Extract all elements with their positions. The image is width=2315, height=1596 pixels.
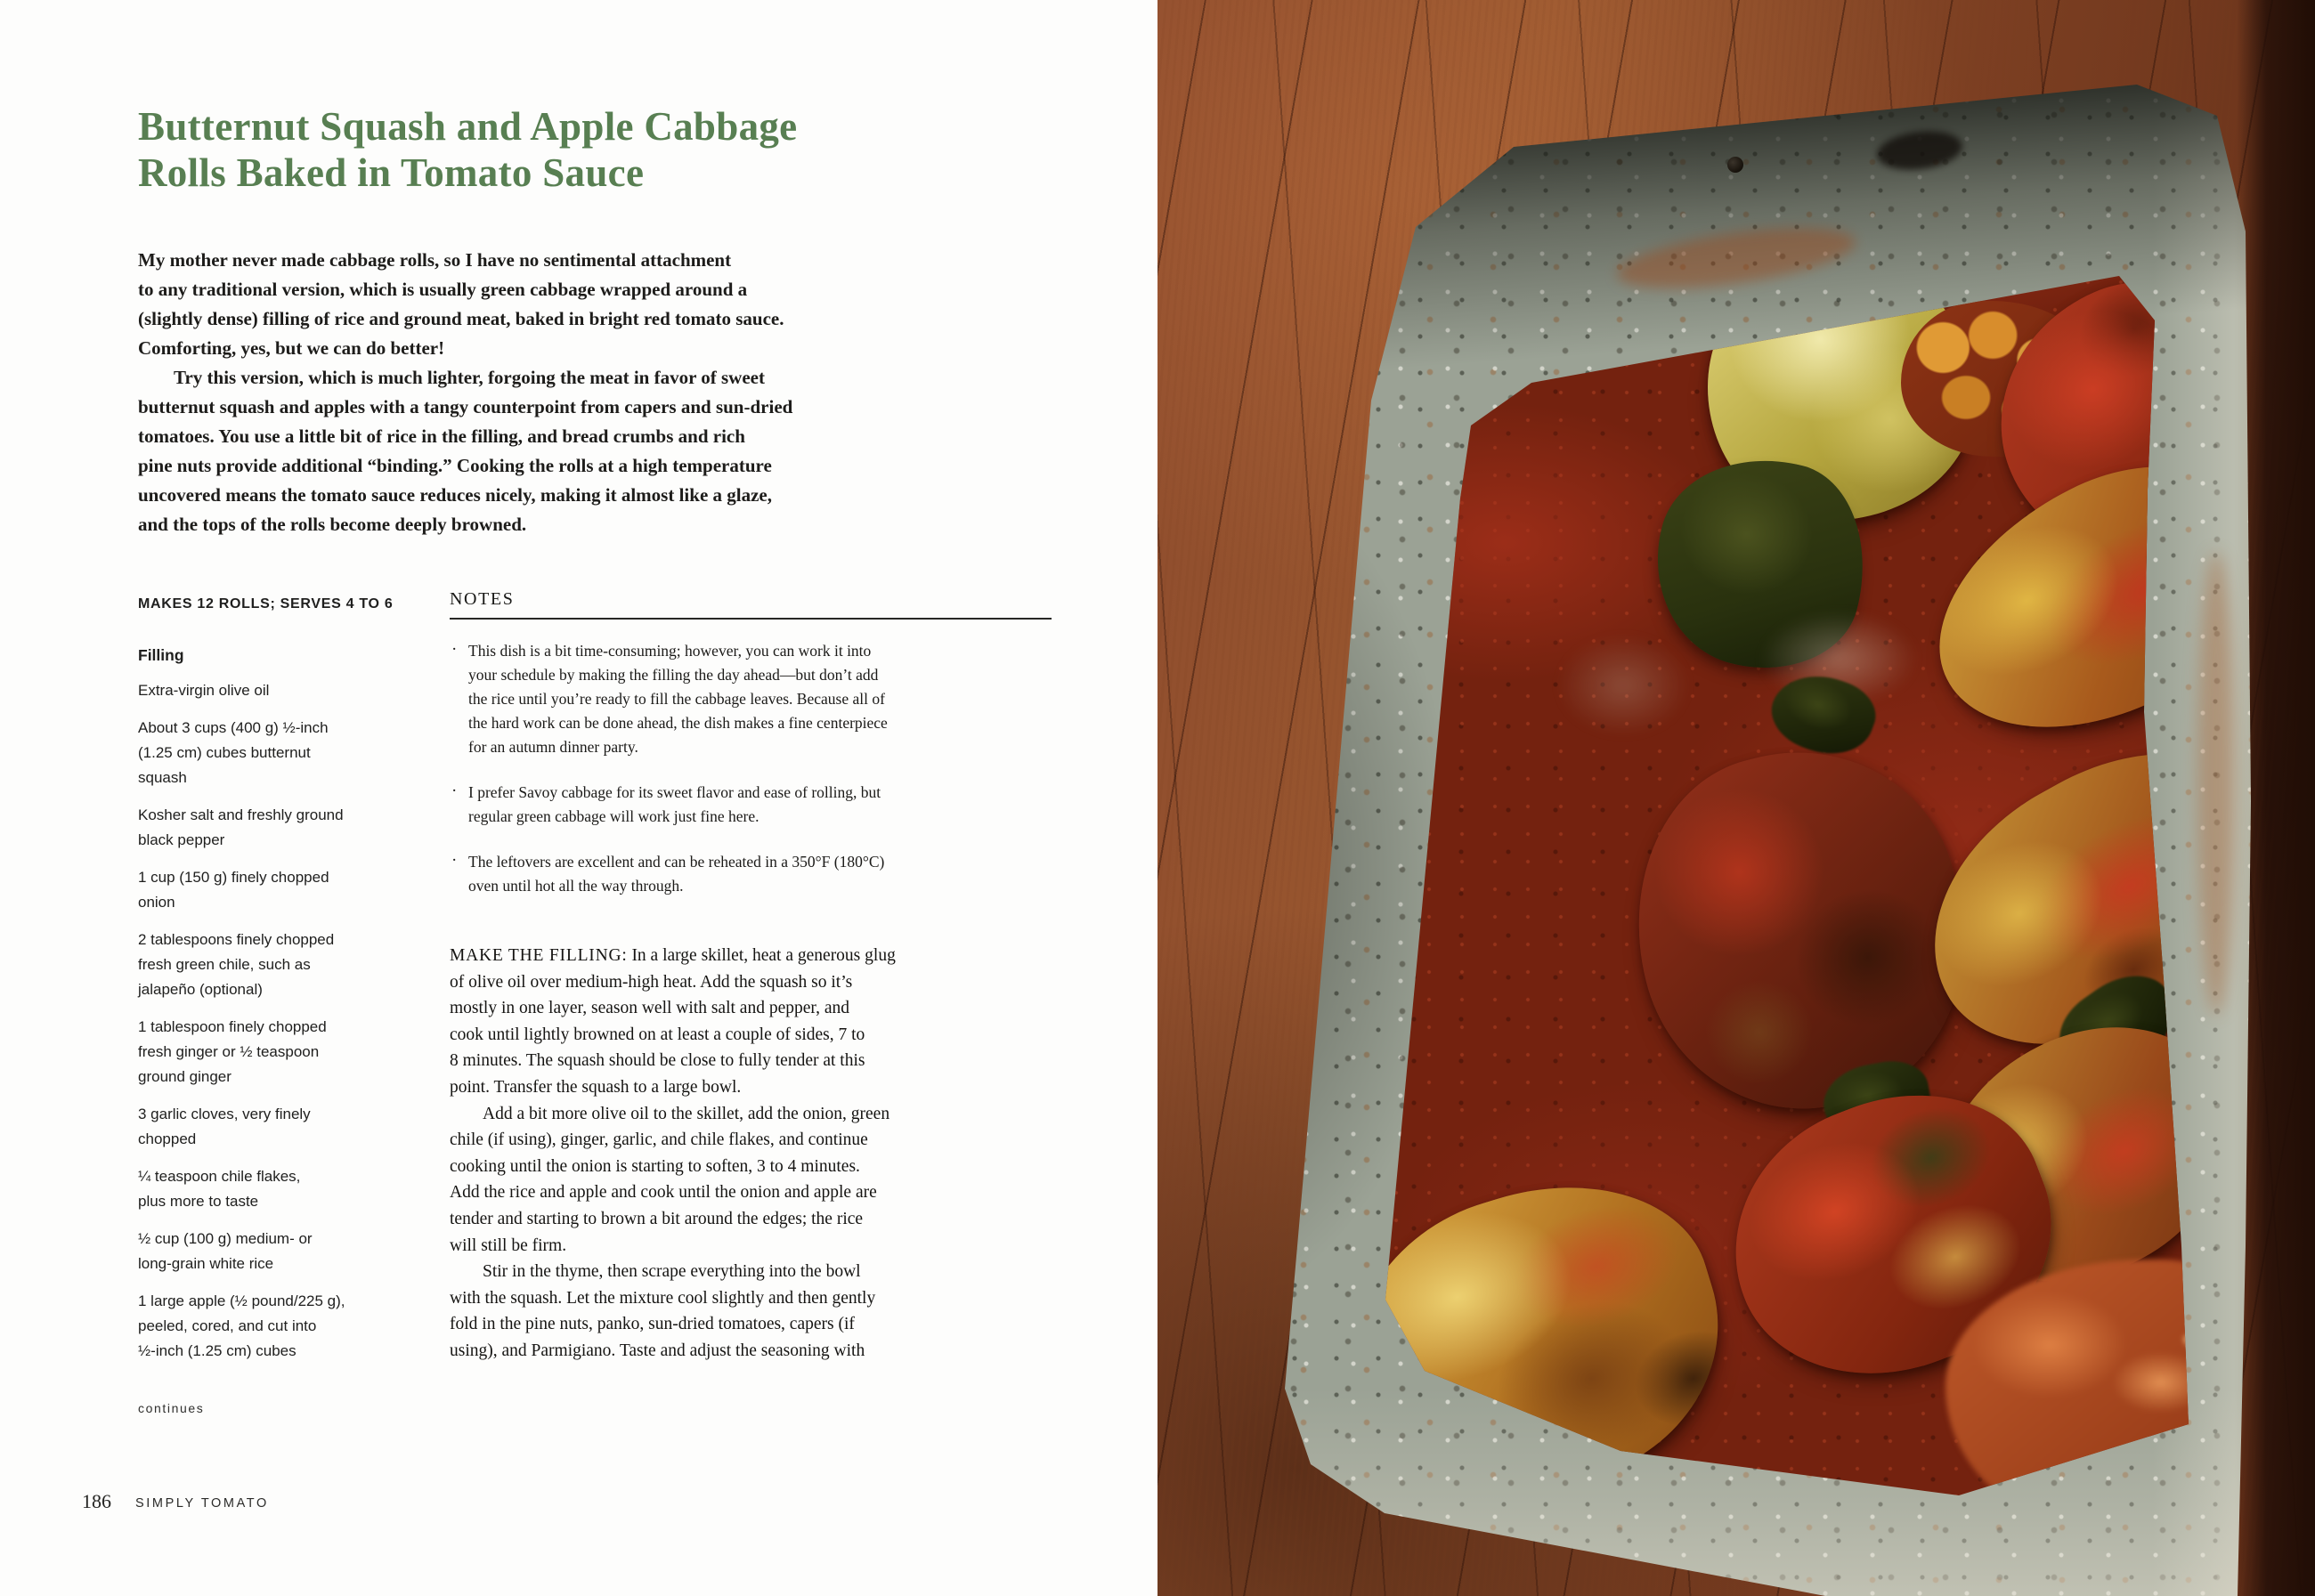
method-paragraph-1 <box>450 943 1052 1101</box>
page-number: 186 <box>82 1490 111 1512</box>
recipe-title: Butternut Squash and Apple Cabbage Rolls Baked in Tomato Sauce <box>138 104 798 196</box>
note-item <box>450 781 1052 829</box>
note-item <box>450 850 1052 898</box>
ingredient-item: 1 tablespoon finely chopped fresh ginger or ½ teaspoon ground ginger <box>138 1018 327 1085</box>
notes-method-column <box>450 589 1052 1365</box>
ingredient-item: Kosher salt and freshly ground black pepper <box>138 806 344 848</box>
note-item <box>450 639 1052 759</box>
step-label: MAKE THE FILLING: <box>450 946 628 965</box>
bullet-icon: · <box>451 640 458 659</box>
ingredients-column <box>138 596 425 1415</box>
yield-line: MAKES 12 ROLLS; SERVES 4 TO 6 <box>138 596 394 612</box>
ingredient-item: 3 garlic cloves, very finely chopped <box>138 1106 311 1147</box>
ingredient-item: 1 large apple (½ pound/225 g), peeled, cored, and cut into ½-inch (1.25 cm) cubes <box>138 1292 345 1359</box>
notes-list <box>450 639 1052 898</box>
note-text: The leftovers are excellent and can be reheated in a 350°F (180°C) oven until hot all the way through. <box>468 853 885 895</box>
recipe-photo <box>1158 0 2315 1596</box>
pan-rust-stain <box>2197 552 2235 1015</box>
method-text-1: In a large skillet, heat a generous glug of olive oil over medium-high heat. Add the squash so it’s mostly in one layer, season well with salt and pepper, and cook until lightly browned on at least a couple of sides, 7 to 8 minutes. The squash should be close to fully tender at this point. Transfer the squash to a large bowl. <box>450 946 896 1097</box>
pan-rivet-hole <box>1727 157 1743 173</box>
note-text: This dish is a bit time-consuming; however, you can work it into your schedule by making the filling the day ahead—but don’t add the rice until you’re ready to fill the cabbage leaves. Because all of the hard work can be done ahead, the dish makes a fine centerpiece for an autumn dinner party. <box>468 642 888 756</box>
bullet-icon: · <box>451 851 458 870</box>
method-paragraph-3: Stir in the thyme, then scrape everything into the bowl with the squash. Let the mixture cool slightly and then gently fold in the pine nuts, panko, sun-dried tomatoes, capers (if using), and Parmigiano. Taste and adjust the seasoning with <box>450 1262 876 1360</box>
ingredients-heading: Filling <box>138 646 184 664</box>
book-title: SIMPLY TOMATO <box>135 1496 269 1511</box>
intro-paragraph-1: My mother never made cabbage rolls, so I have no sentimental attachment to any traditional version, which is usually green cabbage wrapped around a (slightly dense) filling of rice and ground meat, baked in bright red tomato sauce. Comforting, yes, but we can do better! <box>138 249 784 359</box>
bullet-icon: · <box>451 782 458 800</box>
notes-divider <box>450 618 1052 620</box>
ingredient-item: About 3 cups (400 g) ½-inch (1.25 cm) cubes butternut squash <box>138 719 329 786</box>
recipe-intro <box>138 246 1028 539</box>
method-section <box>450 943 1052 1365</box>
note-text: I prefer Savoy cabbage for its sweet flavor and ease of rolling, but regular green cabbage will work just fine here. <box>468 783 881 825</box>
sauce-sheen <box>1530 614 1717 757</box>
ingredient-item: ½ cup (100 g) medium- or long-grain white rice <box>138 1230 313 1272</box>
ingredient-item: 1 cup (150 g) finely chopped onion <box>138 869 329 911</box>
intro-paragraph-2: Try this version, which is much lighter, forgoing the meat in favor of sweet butternut squash and apples with a tangy counterpoint from capers and sun-dried tomatoes. You use a little bit of rice in the filling, and bread crumbs and rich pine nuts provide additional “binding.” Cooking the rolls at a high temperature uncovered means the tomato sauce reduces nicely, making it almost like a glaze, and the tops of the rolls become deeply browned. <box>138 367 793 535</box>
ingredient-item: 2 tablespoons finely chopped fresh green chile, such as jalapeño (optional) <box>138 931 335 998</box>
notes-heading: NOTES <box>450 589 515 609</box>
continues-label: continues <box>138 1401 205 1415</box>
ingredient-item: ¼ teaspoon chile flakes, plus more to taste <box>138 1168 301 1210</box>
method-paragraph-2: Add a bit more olive oil to the skillet, add the onion, green chile (if using), ginger, garlic, and chile flakes, and continue cooking until the onion is starting to soften, 3 to 4 minutes. Add the rice and apple and cook until the onion and apple are tender and starting to brown a bit around the edges; the rice will still be firm. <box>450 1104 890 1255</box>
ingredient-item: Extra-virgin olive oil <box>138 682 270 699</box>
